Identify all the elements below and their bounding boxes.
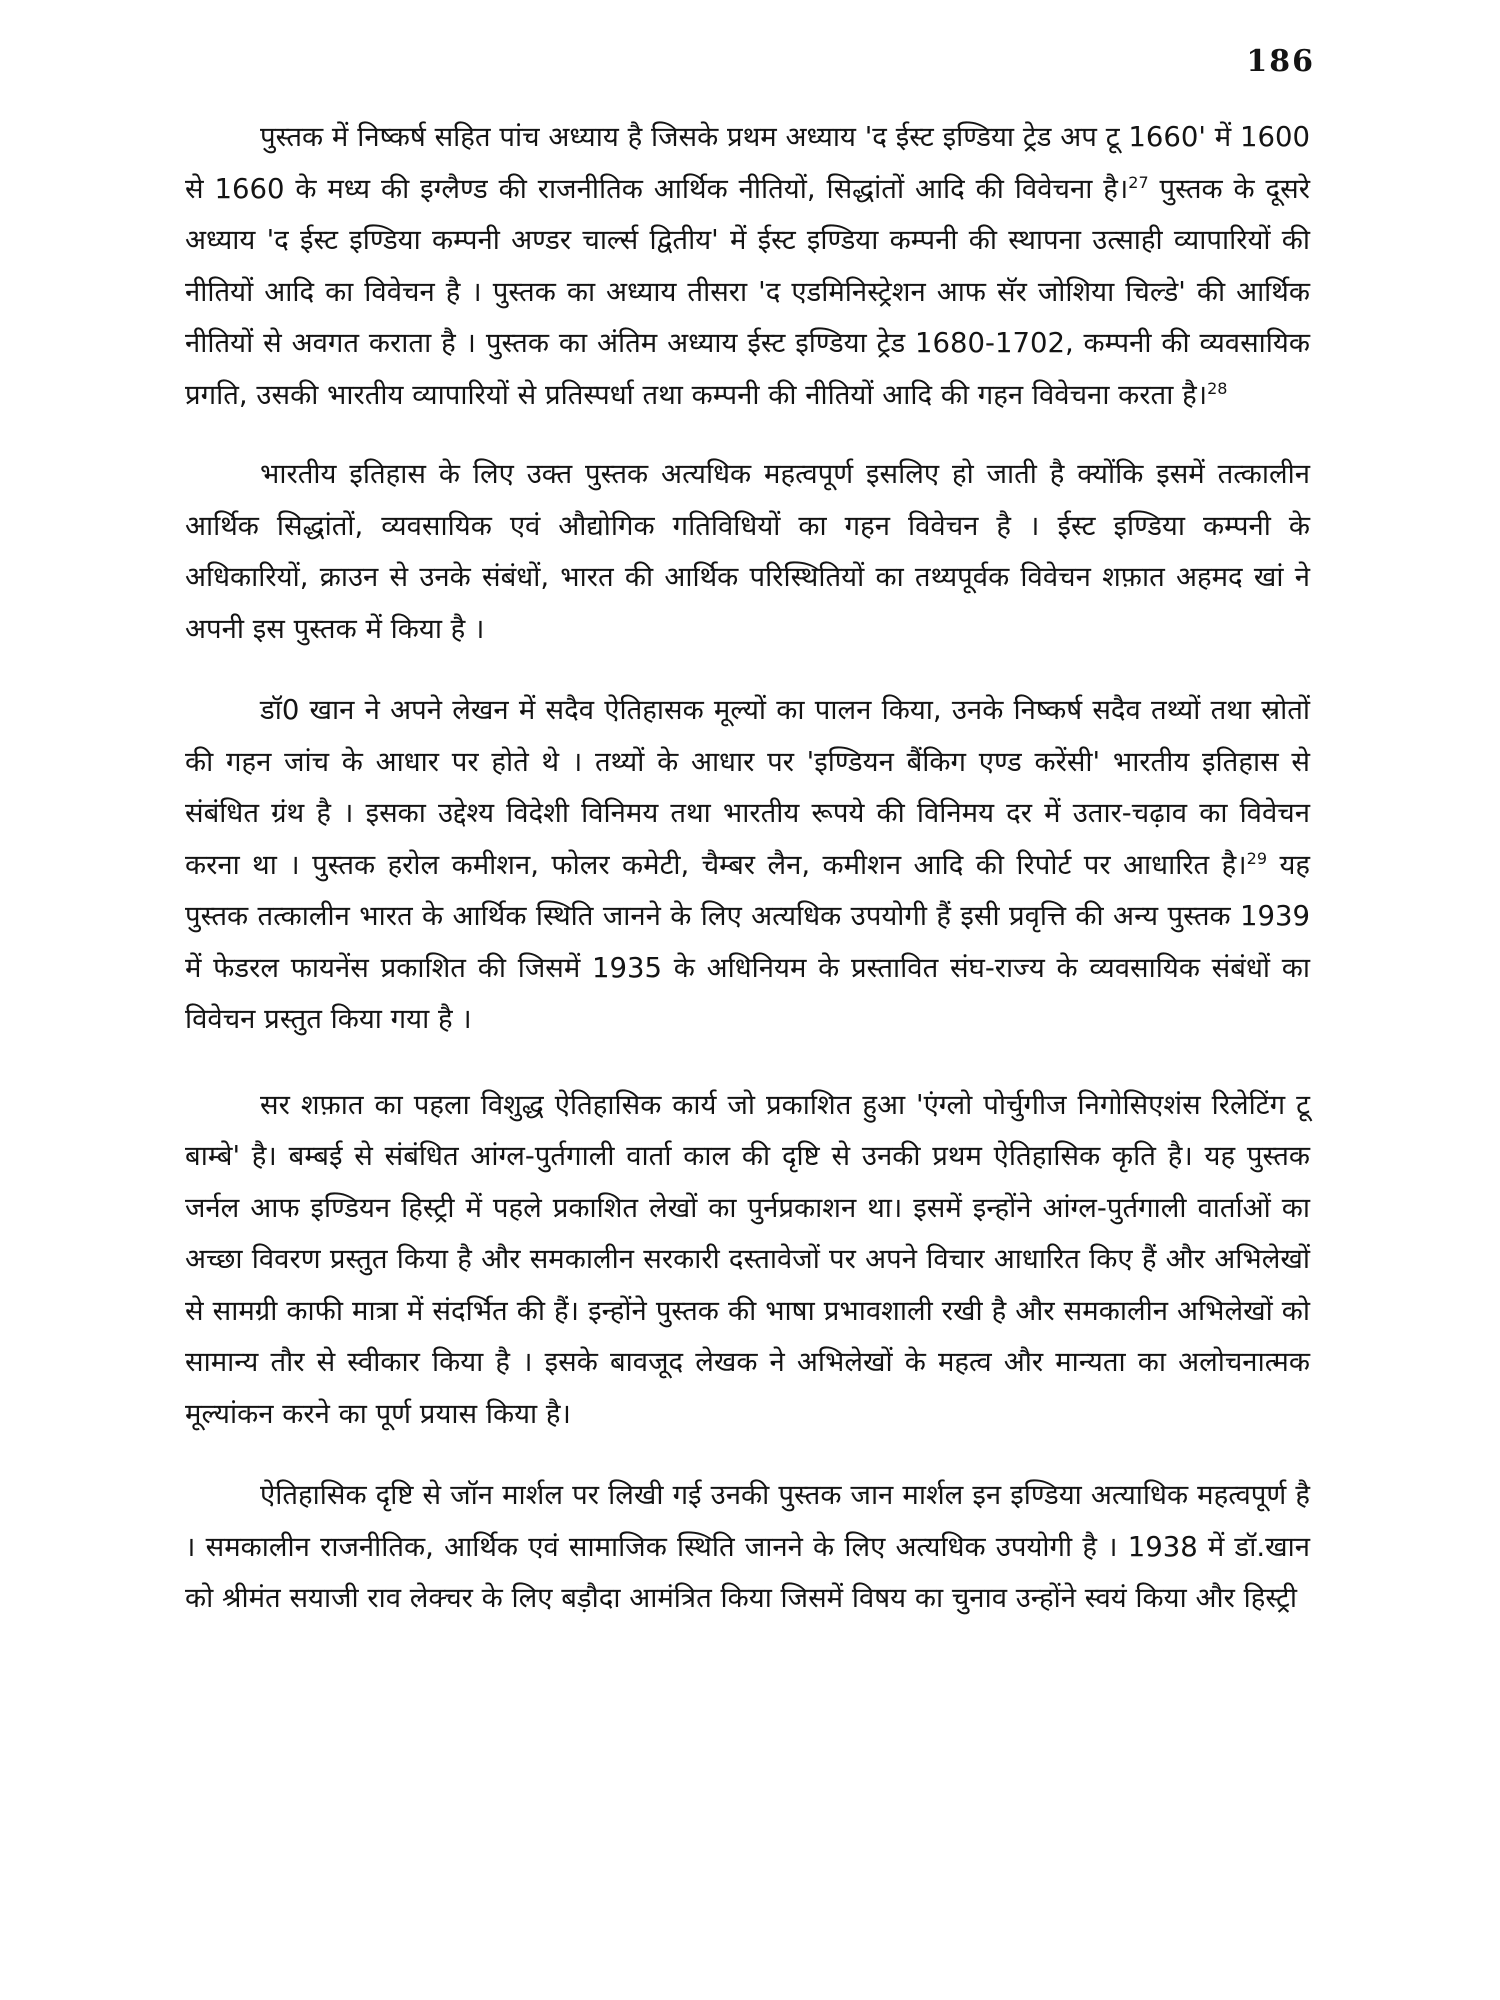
paragraph-2: भारतीय इतिहास के लिए उक्त पुस्तक अत्यधिक महत्वपूर्ण इसलिए हो जाती है क्योंकि इसमें तत्कालीन आर्थिक सिद्धांतों, व्यवसायिक एवं औद्योगिक गतिविधियों का गहन विवेचन है । ईस्ट इण्डिया कम्पनी के अधिकारियों, क्राउन से उनके संबंधों, भारत की आर्थिक परिस्थितियों का तथ्यपूर्वक विवेचन शफ़ात अहमद खां ने अपनी इस पुस्तक में किया है । <box>185 458 1310 645</box>
paragraph-4: सर शफ़ात का पहला विशुद्ध ऐतिहासिक कार्य जो प्रकाशित हुआ 'एंग्लो पोर्चुगीज निगोसिएशंस रिलेटिंग टू बाम्बे' है। बम्बई से संबंधित आंग्ल-पुर्तगाली वार्ता काल की दृष्टि से उनकी प्रथम ऐतिहासिक कृति है। यह पुस्तक जर्नल आफ इण्डियन हिस्ट्री में पहले प्रकाशित लेखों का पुर्नप्रकाशन था। इसमें इन्होंने आंग्ल-पुर्तगाली वार्ताओं का अच्छा विवरण प्रस्तुत किया है और समकालीन सरकारी दस्तावेजों पर अपने विचार आधारित किए हैं और अभिलेखों से सामग्री काफी मात्रा में संदर्भित की हैं। इन्होंने पुस्तक की भाषा प्रभावशाली रखी है और समकालीन अभिलेखों को सामान्य तौर से स्वीकार किया है । इसके बावजूद लेखक ने अभिलेखों के महत्व और मान्यता का अलोचनात्मक मूल्यांकन करने का पूर्ण प्रयास किया है। <box>185 1088 1310 1430</box>
footnote-marker: 27 <box>1128 172 1149 192</box>
paragraph-3 <box>185 685 1310 1046</box>
paragraph-1 <box>185 112 1310 421</box>
paragraph-3-text-b: यह पुस्तक तत्कालीन भारत के आर्थिक स्थिति जानने के लिए अत्यधिक उपयोगी हैं इसी प्रवृत्ति की अन्य पुस्तक 1939 में फेडरल फायनेंस प्रकाशित की जिसमें 1935 के अधिनियम के प्रस्तावित संघ-राज्य के व्यवसायिक संबंधों का विवेचन प्रस्तुत किया गया है । <box>185 848 1310 1035</box>
paragraph-1-text-b: पुस्तक के दूसरे अध्याय 'द ईस्ट इण्डिया कम्पनी अण्डर चार्ल्स द्वितीय' में ईस्ट इण्डिया कम्पनी की स्थापना उत्साही व्यापारियों की नीतियों आदि का विवेचन है । पुस्तक का अध्याय तीसरा 'द एडमिनिस्ट्रेशन आफ सॅर जोशिया चिल्डे' की आर्थिक नीतियों से अवगत कराता है । पुस्तक का अंतिम अध्याय ईस्ट इण्डिया ट्रेड 1680-1702, कम्पनी की व्यवसायिक प्रगति, उसकी भारतीय व्यापारियों से प्रतिस्पर्धा तथा कम्पनी की नीतियों आदि की गहन विवेचना करता है। <box>185 172 1310 411</box>
paragraph-3-text-a: डॉ0 खान ने अपने लेखन में सदैव ऐतिहासक मूल्यों का पालन किया, उनके निष्कर्ष सदैव तथ्यों तथा स्रोतों की गहन जांच के आधार पर होते थे । तथ्यों के आधार पर 'इण्डियन बैंकिग एण्ड करेंसी' भारतीय इतिहास से संबंधित ग्रंथ है । इसका उद्देश्य विदेशी विनिमय तथा भारतीय रूपये की विनिमय दर में उतार-चढ़ाव का विवेचन करना था । पुस्तक हरोल कमीशन, फोलर कमेटी, चैम्बर लैन, कमीशन आदि की रिपोर्ट पर आधारित है। <box>185 694 1310 881</box>
footnote-marker: 28 <box>1207 378 1228 398</box>
paragraph-1-text-a: पुस्तक में निष्कर्ष सहित पांच अध्याय है जिसके प्रथम अध्याय 'द ईस्ट इण्डिया ट्रेड अप टू 1660' में 1600 से 1660 के मध्य की इग्लैण्ड की राजनीतिक आर्थिक नीतियों, सिद्धांतों आदि की विवेचना है। <box>185 121 1310 205</box>
paragraph-5: ऐतिहासिक दृष्टि से जॉन मार्शल पर लिखी गई उनकी पुस्तक जान मार्शल इन इण्डिया अत्याधिक महत्वपूर्ण है । समकालीन राजनीतिक, आर्थिक एवं सामाजिक स्थिति जानने के लिए अत्यधिक उपयोगी है । 1938 में डॉ.खान को श्रीमंत सयाजी राव लेक्चर के लिए बड़ौदा आमंत्रित किया जिसमें विषय का चुनाव उन्होंने स्वयं किया और हिस्ट्री <box>185 1479 1310 1614</box>
page-body <box>185 112 1310 1653</box>
page-number: 186 <box>1246 44 1315 79</box>
footnote-marker: 29 <box>1246 848 1268 868</box>
